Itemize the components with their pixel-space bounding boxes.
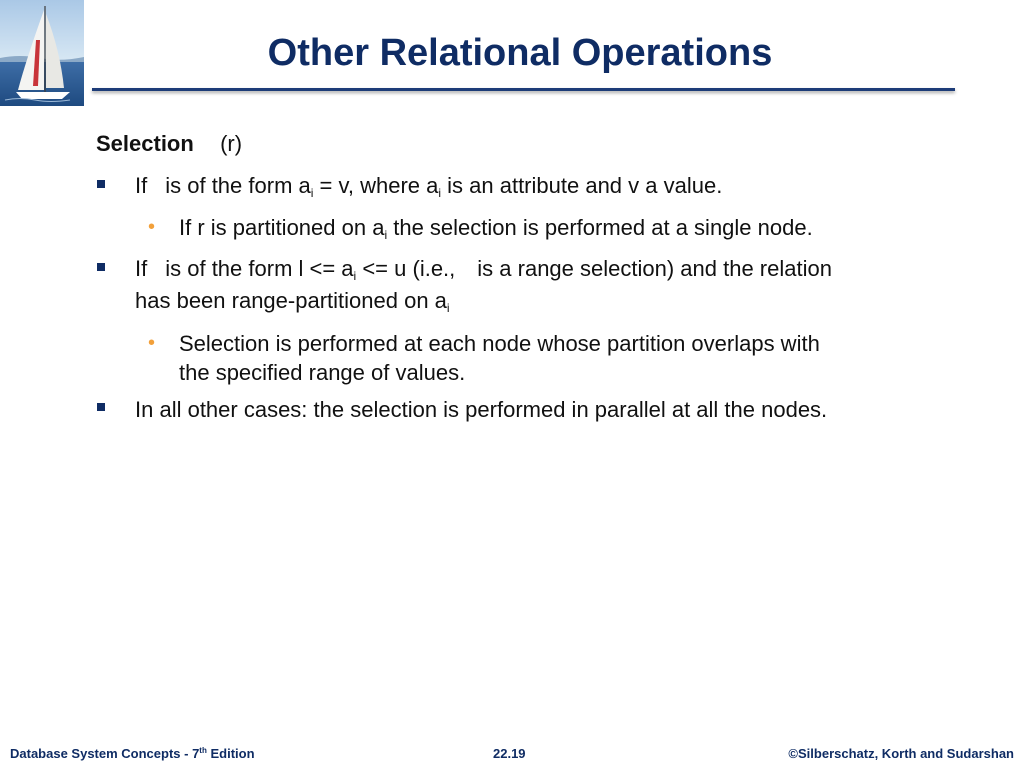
bullet-point-3: In all other cases: the selection is performed in parallel at all the nodes. — [135, 397, 828, 422]
slide-title: Other Relational Operations — [267, 32, 773, 74]
square-bullet-icon — [97, 263, 105, 271]
bullet2-text-c: <= u (i.e., — [356, 256, 456, 281]
footer-slide-number: 22.19 — [493, 746, 526, 761]
footer-left-text-end: Edition — [206, 746, 255, 761]
bullet1-subscript-1: i — [310, 186, 314, 200]
bullet1-text-a: If — [135, 173, 148, 198]
heading-bold-text: Selection — [96, 131, 194, 156]
bullet-point-2-line-1 — [135, 256, 832, 282]
sub-bullet-2-line-2: the specified range of values. — [179, 360, 466, 385]
bullet2-text-b: is of the form l <= a — [165, 256, 354, 281]
sub-bullet-1 — [179, 215, 813, 241]
bullet2-text-d: is a range selection) and the relation — [477, 256, 832, 281]
sub1-subscript: i — [384, 228, 388, 242]
square-bullet-icon — [97, 180, 105, 188]
sub-bullet-2-line-1: Selection is performed at each node whose partition overlaps with — [179, 331, 820, 356]
footer-left-text: Database System Concepts - 7 — [10, 746, 200, 761]
bullet1-text-d: is an attribute and v a value. — [441, 173, 723, 198]
bullet2-line2-subscript: i — [446, 301, 450, 315]
bullet-point-1 — [135, 173, 722, 199]
footer-copyright: ©Silberschatz, Korth and Sudarshan — [788, 746, 1014, 761]
square-bullet-icon — [97, 403, 105, 411]
round-bullet-icon: • — [148, 216, 156, 238]
bullet2-subscript: i — [353, 269, 357, 283]
round-bullet-icon: • — [148, 332, 156, 354]
footer-book-title — [10, 746, 255, 762]
bullet1-text-b: is of the form a — [165, 173, 311, 198]
footer-left-superscript: th — [199, 746, 207, 755]
bullet1-text-c: = v, where a — [313, 173, 439, 198]
bullet-point-2-line-2 — [135, 288, 450, 314]
bullet1-subscript-2: i — [438, 186, 442, 200]
selection-heading — [96, 131, 242, 157]
sub1-text-a: If r is partitioned on a — [179, 215, 385, 240]
heading-rest-text: (r) — [220, 131, 243, 156]
title-divider — [92, 88, 955, 91]
bullet2-line2-text: has been range-partitioned on a — [135, 288, 447, 313]
bullet2-text-a: If — [135, 256, 148, 281]
sailboat-logo — [0, 0, 84, 106]
sub1-text-b: the selection is performed at a single node. — [387, 215, 813, 240]
